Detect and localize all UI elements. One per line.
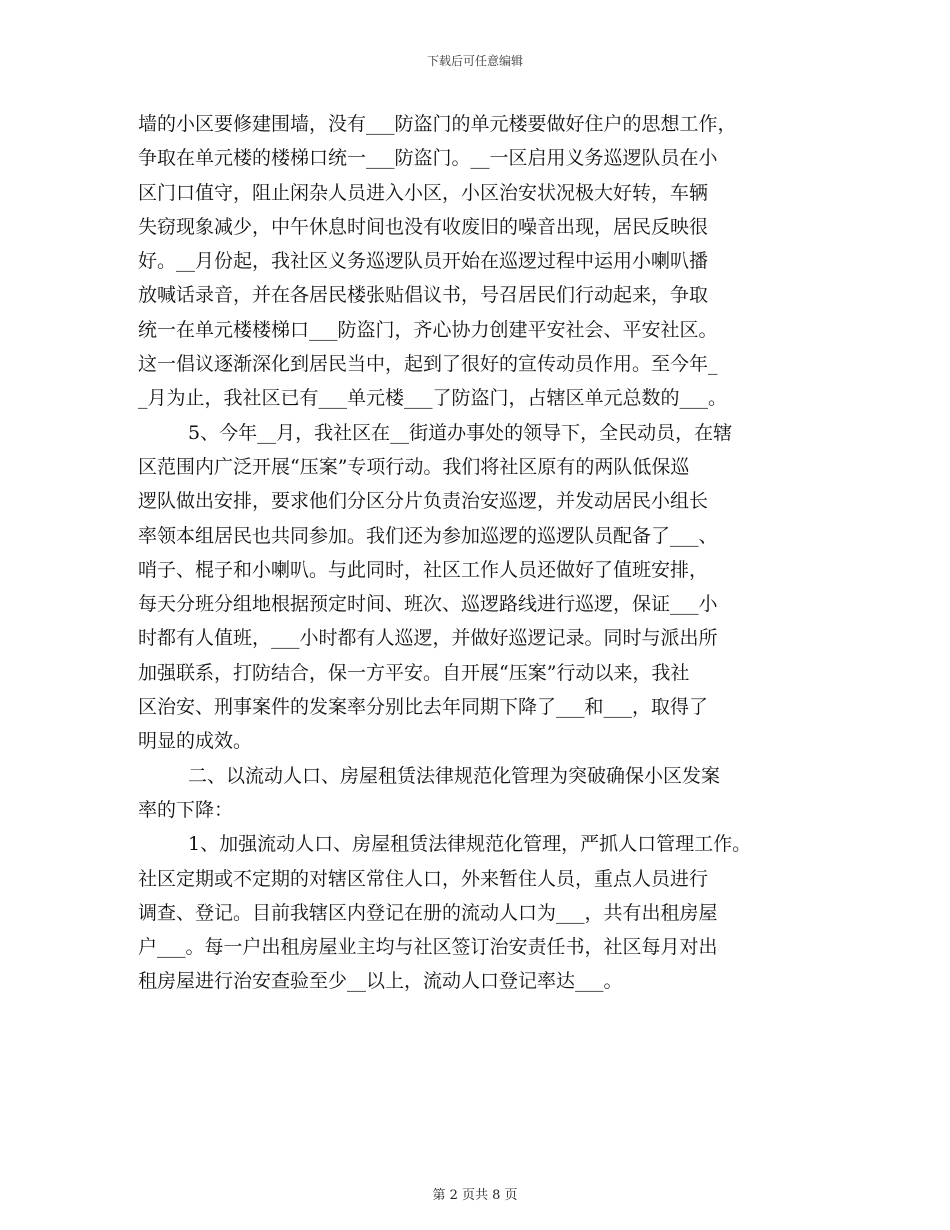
text-line: 率的下降：: [138, 798, 234, 821]
page-footer: 第 2 页共 8 页: [432, 1188, 518, 1203]
text-line: 好。__月份起，我社区义务巡逻队员开始在巡逻过程中运用小喇叭播: [138, 250, 709, 273]
text-line: 5、今年__月，我社区在__街道办事处的领导下，全民动员，在辖: [188, 421, 733, 444]
text-line: 1、加强流动人口、房屋租赁法律规范化管理，严抓人口管理工作。: [188, 833, 752, 856]
text-line: 户___。每一户出租房屋业主均与社区签订治安责任书，社区每月对出: [138, 936, 718, 959]
page-header: 下载后可任意编辑: [426, 54, 523, 68]
text-line: 统一在单元楼楼梯口___防盗门，齐心协力创建平安社会、平安社区。: [138, 318, 718, 341]
text-line: 区范围内广泛开展“压案”专项行动。我们将社区原有的两队低保巡: [138, 455, 690, 478]
text-line: 逻队做出安排，要求他们分区分片负责治安巡逻，并发动居民小组长: [138, 490, 709, 513]
text-line: 加强联系，打防结合，保一方平安。自开展“压案”行动以来，我社: [138, 661, 690, 684]
text-line: 哨子、棍子和小喇叭。与此同时，社区工作人员还做好了值班安排，: [138, 558, 709, 581]
text-line: 区门口值守，阻止闲杂人员进入小区，小区治安状况极大好转，车辆: [138, 181, 709, 204]
text-line: 每天分班分组地根据预定时间、班次、巡逻路线进行巡逻，保证___小: [138, 593, 718, 616]
body-text: [138, 107, 818, 999]
text-line: 争取在单元楼的楼梯口统一___防盗门。__一区启用义务巡逻队员在小: [138, 147, 718, 170]
text-line: 社区定期或不定期的对辖区常住人口，外来暂住人员，重点人员进行: [138, 867, 709, 890]
text-line: 时都有人值班，___小时都有人巡逻，并做好巡逻记录。同时与派出所: [138, 627, 718, 650]
text-line: 放喊话录音，并在各居民楼张贴倡议书，号召居民们行动起来，争取: [138, 284, 709, 307]
text-line: 失窃现象减少，中午休息时间也没有收废旧的噪音出现，居民反映很: [138, 215, 709, 238]
text-line: 租房屋进行治安查验至少__以上，流动人口登记率达___。: [138, 970, 623, 993]
text-line: 明显的成效。: [138, 730, 253, 753]
text-line: _月为止，我社区已有___单元楼___了防盗门，占辖区单元总数的___。: [138, 387, 728, 410]
text-line: 调查、登记。目前我辖区内登记在册的流动人口为___，共有出租房屋: [138, 901, 718, 924]
text-line: 这一倡议逐渐深化到居民当中，起到了很好的宣传动员作用。至今年_: [138, 353, 718, 376]
text-line: 二、以流动人口、房屋租赁法律规范化管理为突破确保小区发案: [188, 764, 721, 787]
text-line: 率领本组居民也共同参加。我们还为参加巡逻的巡逻队员配备了___、: [138, 524, 718, 547]
text-line: 墙的小区要修建围墙，没有___防盗门的单元楼要做好住户的思想工作，: [138, 113, 737, 135]
text-line: 区治安、刑事案件的发案率分别比去年同期下降了___和___，取得了: [138, 696, 709, 719]
